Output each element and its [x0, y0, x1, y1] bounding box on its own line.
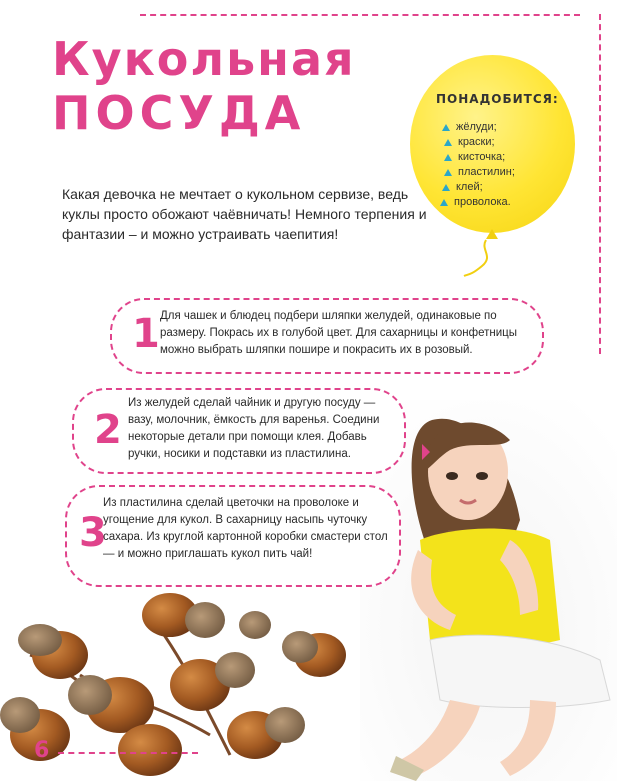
materials-item-label: кисточка; — [458, 151, 506, 163]
step-1 — [110, 298, 544, 374]
materials-item-label: краски; — [458, 136, 495, 148]
title-line-1: Кукольная — [52, 32, 356, 86]
materials-item-label: жёлуди; — [456, 121, 497, 133]
page-number: 6 — [34, 738, 50, 763]
step-number: 3 — [79, 510, 107, 556]
title-line-2: ПОСУДА — [52, 86, 306, 140]
page-title — [52, 32, 356, 140]
triangle-bullet-icon — [444, 154, 452, 161]
decorative-frame-top — [140, 14, 580, 16]
step-3 — [65, 485, 401, 587]
step-number: 2 — [94, 407, 122, 453]
materials-item — [442, 180, 515, 195]
materials-item-label: проволока. — [454, 196, 511, 208]
materials-item — [442, 120, 515, 135]
triangle-bullet-icon — [444, 139, 452, 146]
materials-list — [438, 120, 515, 210]
triangle-bullet-icon — [442, 124, 450, 131]
materials-item-label: пластилин; — [458, 166, 515, 178]
materials-item — [444, 165, 515, 180]
intro-paragraph: Какая девочка не мечтает о кукольном сервизе, ведь куклы просто обожают чаёвничать! Немного терпения и фантазии – и можно устраивать чаепития! — [62, 186, 427, 242]
materials-item-label: клей; — [456, 181, 483, 193]
triangle-bullet-icon — [442, 184, 450, 191]
decorative-dash-bottom — [58, 752, 198, 754]
step-text: Из пластилина сделай цветочки на проволоке и угощение для кукол. В сахарницу насыпь чуточку сахара. Из круглой картонной коробки смастери стол — и можно приглашать кукол пить чай! — [103, 497, 388, 560]
step-2 — [72, 388, 406, 474]
decorative-frame-right — [599, 14, 601, 354]
materials-item — [440, 195, 515, 210]
materials-item — [444, 150, 515, 165]
triangle-bullet-icon — [444, 169, 452, 176]
materials-item — [444, 135, 515, 150]
step-text: Для чашек и блюдец подбери шляпки желудей, одинаковые по размеру. Покрась их в голубой цвет. Для сахарницы и конфетницы можно выбрать шляпки пошире и покрасить их в розовый. — [160, 310, 518, 356]
materials-heading: ПОНАДОБИТСЯ: — [436, 92, 559, 106]
step-text: Из желудей сделай чайник и другую посуду — вазу, молочник, ёмкость для варенья. Соедини некоторые детали при помощи клея. Добавь ручки, носики и подставки из пластилина. — [128, 397, 380, 460]
step-number: 1 — [132, 311, 160, 357]
triangle-bullet-icon — [440, 199, 448, 206]
balloon-string — [460, 238, 510, 278]
